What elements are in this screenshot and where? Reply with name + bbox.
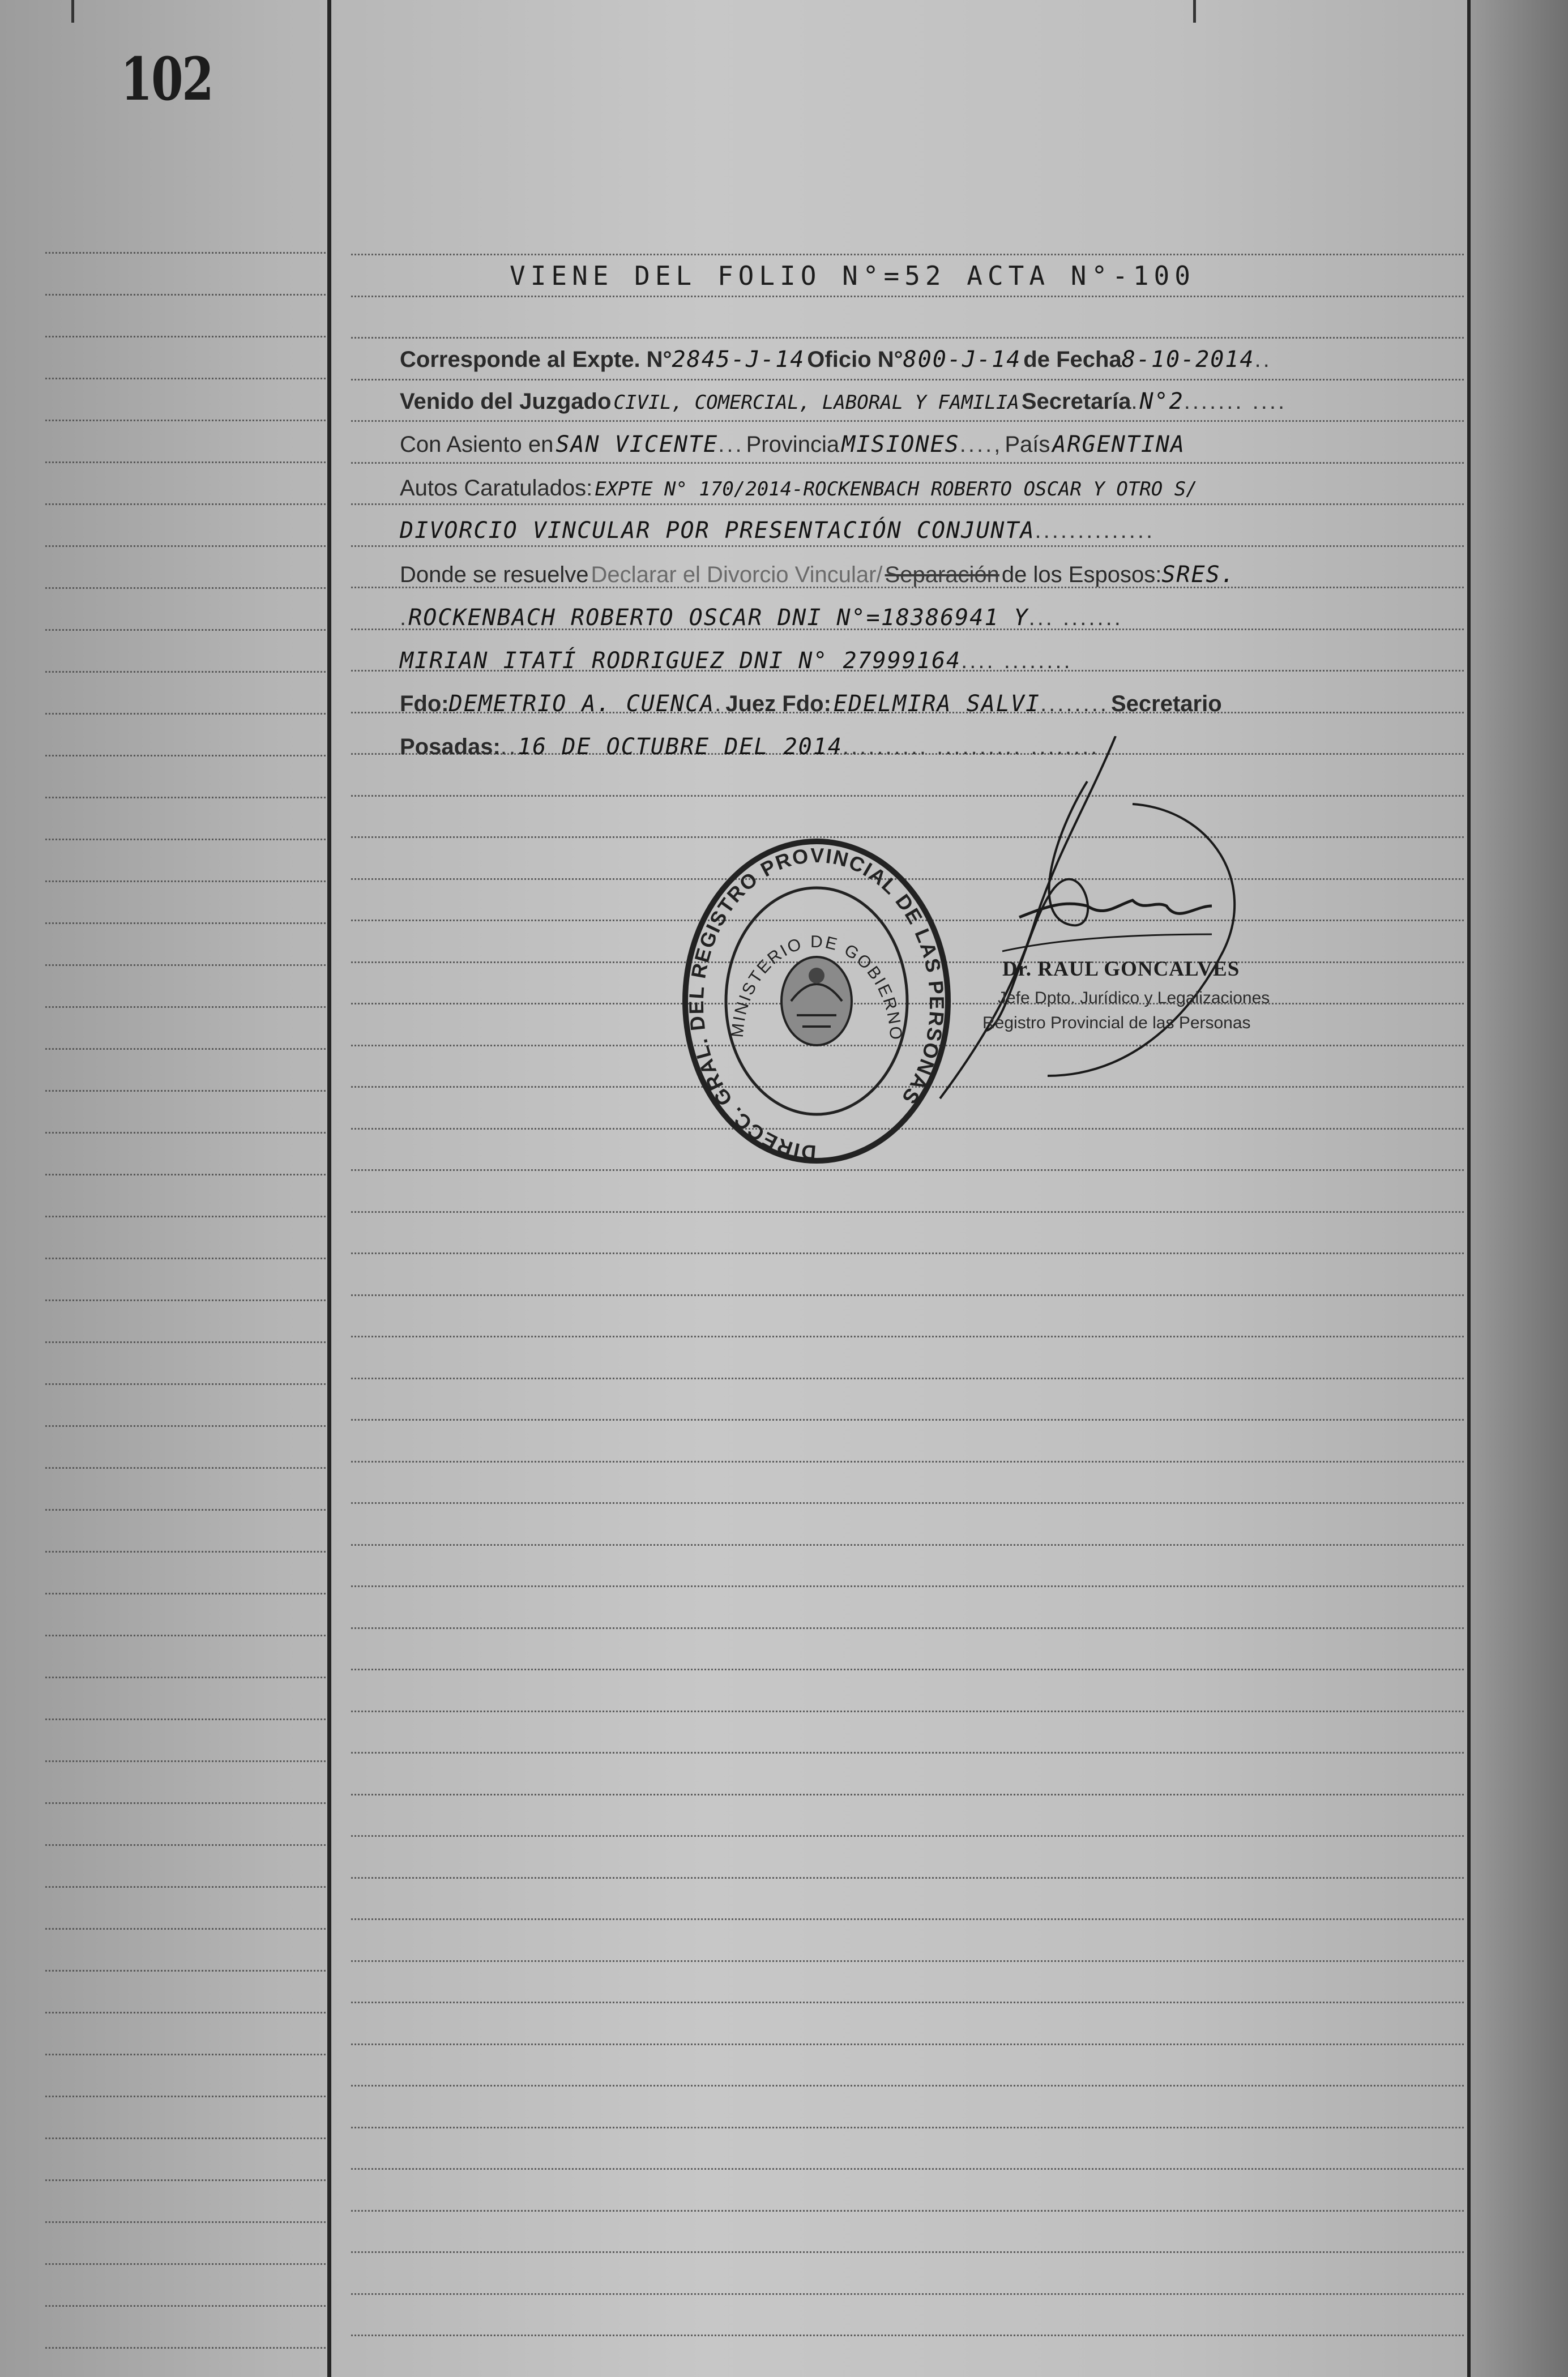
line-juzgado: Venido del Juzgado CIVIL, COMERCIAL, LABORAL Y FAMILIA Secretaría.N°2....... .... bbox=[400, 388, 1287, 414]
page-number: 102 bbox=[121, 44, 213, 114]
label-expte: Corresponde al Expte. N° bbox=[400, 347, 672, 372]
value-fecha: 8-10-2014 bbox=[1121, 347, 1255, 373]
stamp-inner-text: MINISTERIO DE GOBIERNO bbox=[728, 932, 905, 1042]
value-spouse-2: MIRIAN ITATÍ RODRIGUEZ DNI N° 27999164 bbox=[400, 648, 962, 674]
value-juez: EDELMIRA SALVI bbox=[833, 691, 1041, 717]
stamp-outer-text: DIRECC. GRAL. DEL REGISTRO PROVINCIAL DE LAS PERSONAS bbox=[684, 843, 949, 1165]
signatory-role: Jefe Dpto. Jurídico y Legalizaciones bbox=[998, 989, 1270, 1007]
official-stamp bbox=[675, 831, 958, 1171]
signatory-organization: Registro Provincial de las Personas bbox=[982, 1014, 1251, 1032]
label-provincia: Provincia bbox=[746, 432, 840, 457]
signature-scribble bbox=[917, 736, 1314, 1110]
label-esposos: de los Esposos: bbox=[1001, 562, 1162, 587]
line-autos bbox=[400, 476, 1198, 513]
label-posadas: Posadas: bbox=[400, 734, 501, 759]
value-pais: ARGENTINA bbox=[1052, 431, 1186, 458]
label-autos: Autos Caratulados: bbox=[400, 476, 593, 501]
label-fdo: Fdo: bbox=[400, 691, 449, 716]
value-juzgado: CIVIL, COMERCIAL, LABORAL Y FAMILIA bbox=[613, 391, 1019, 414]
text-separacion-struck: Separación bbox=[885, 562, 999, 587]
line-posadas: Posadas:..16 DE OCTUBRE DEL 2014.......... .......... ........ bbox=[400, 734, 1100, 760]
label-pais: País bbox=[1005, 432, 1050, 457]
line-spouse-1: .ROCKENBACH ROBERTO OSCAR DNI N°=18386941 Y... ....... bbox=[400, 605, 1123, 631]
label-oficio: Oficio N° bbox=[807, 347, 903, 372]
line-firmas: Fdo:DEMETRIO A. CUENCA. Juez Fdo: EDELMIRA SALVI........ Secretario bbox=[400, 691, 1222, 717]
label-secretario: Secretario bbox=[1110, 691, 1222, 716]
line-resuelve bbox=[400, 562, 1236, 599]
signatory-name: Dr. RAUL GONCALVES bbox=[1002, 957, 1240, 981]
heading-viene-del-folio: VIENE DEL FOLIO N°=52 ACTA N°-100 bbox=[510, 260, 1195, 291]
coat-of-arms-icon bbox=[781, 957, 852, 1045]
label-juzgado: Venido del Juzgado bbox=[400, 389, 612, 414]
label-secretaria: Secretaría bbox=[1021, 389, 1131, 414]
line-asiento: Con Asiento en SAN VICENTE... Provincia MISIONES...., País ARGENTINA bbox=[400, 431, 1186, 458]
line-autos-continued: DIVORCIO VINCULAR POR PRESENTACIÓN CONJUNTA.............. bbox=[400, 518, 1155, 544]
value-spouse-1: ROCKENBACH ROBERTO OSCAR DNI N°=18386941 Y bbox=[408, 605, 1029, 631]
value-autos-1: EXPTE N° 170/2014-ROCKENBACH ROBERTO OSCAR Y OTRO S/ bbox=[595, 478, 1198, 501]
value-asiento: SAN VICENTE bbox=[556, 431, 719, 458]
line-expediente: Corresponde al Expte. N°2845-J-14 Oficio N°800-J-14 de Fecha8-10-2014.. bbox=[400, 347, 1272, 373]
value-posadas: 16 DE OCTUBRE DEL 2014 bbox=[518, 734, 843, 760]
label-fecha: de Fecha bbox=[1023, 347, 1122, 372]
value-secretaria: N°2 bbox=[1139, 388, 1184, 414]
label-asiento: Con Asiento en bbox=[400, 432, 554, 457]
text-declarar: Declarar el Divorcio Vincular/ bbox=[591, 562, 883, 587]
value-fdo: DEMETRIO A. CUENCA bbox=[448, 691, 715, 717]
label-juez: Juez Fdo: bbox=[725, 691, 831, 716]
value-oficio: 800-J-14 bbox=[903, 347, 1022, 373]
value-provincia: MISIONES bbox=[841, 431, 960, 458]
label-resuelve: Donde se resuelve bbox=[400, 562, 589, 587]
value-expte: 2845-J-14 bbox=[672, 347, 805, 373]
value-autos-2: DIVORCIO VINCULAR POR PRESENTACIÓN CONJUNTA bbox=[400, 518, 1035, 544]
line-spouse-2: MIRIAN ITATÍ RODRIGUEZ DNI N° 27999164.... ........ bbox=[400, 648, 1073, 674]
value-esposos: SRES. bbox=[1161, 562, 1236, 588]
